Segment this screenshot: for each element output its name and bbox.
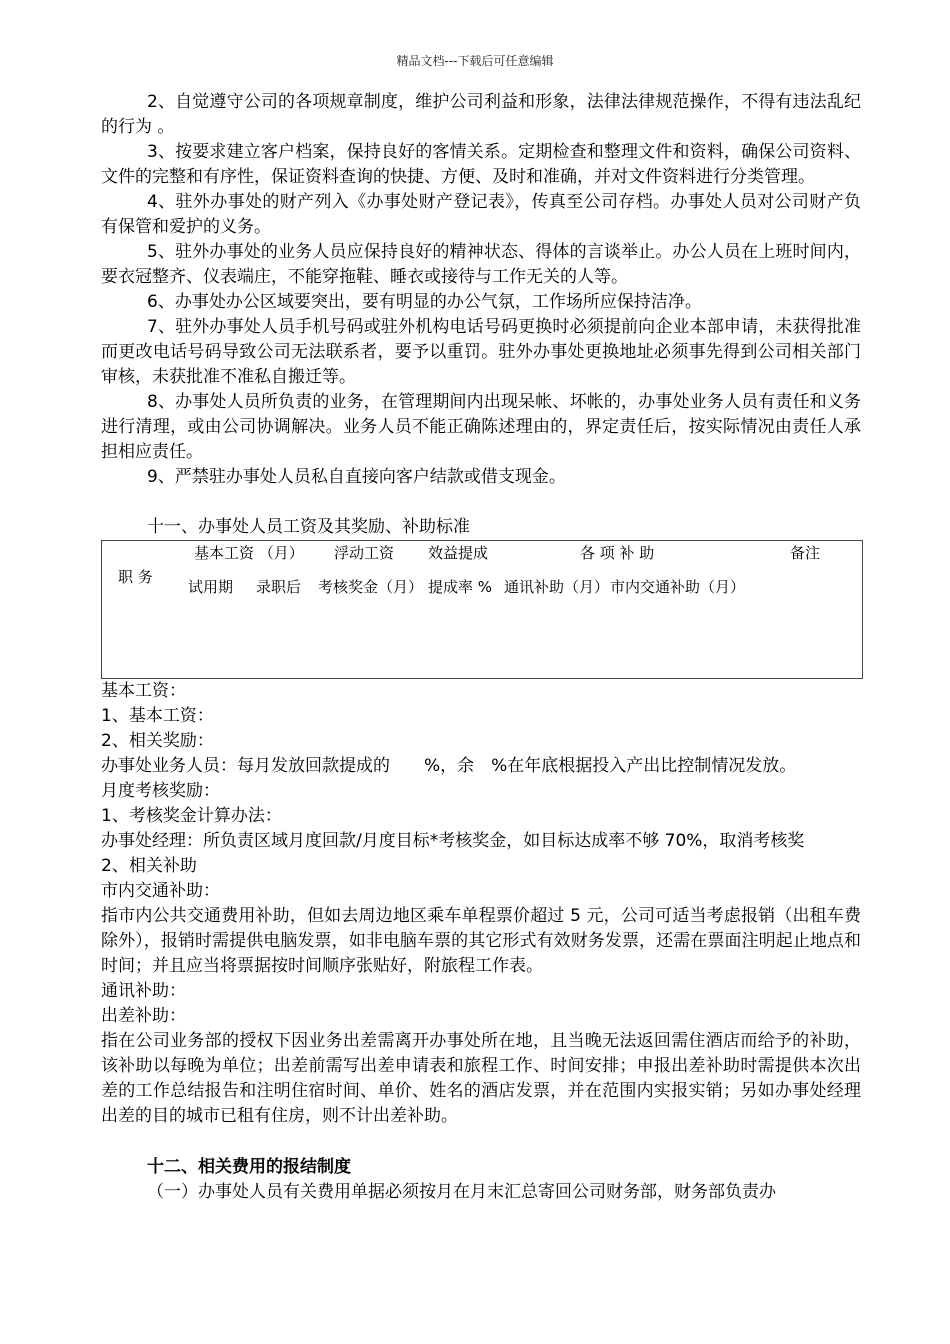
table-subheader-commission-rate: 提成率 % bbox=[428, 578, 493, 596]
rule-item-7: 7、驻外办事处人员手机号码或驻外机构电话号码更换时必须提前向企业本部申请，未获得批准而更改电话号码导致公司无法联系者，要予以重罚。驻外办事处更换地址必须事先得到公司相关部门审核，未获批准不准私自搬迁等。 bbox=[101, 317, 861, 387]
table-subheader-hired: 录职后 bbox=[256, 578, 302, 596]
page-header: 精品文档---下载后可任意编辑 bbox=[396, 54, 554, 68]
table-header-base-salary: 基本工资 （月） bbox=[194, 544, 304, 562]
body-line: 出差补助： bbox=[101, 1006, 186, 1026]
body-line: 基本工资： bbox=[101, 681, 186, 701]
body-line: 1、基本工资： bbox=[101, 706, 214, 726]
body-line: 办事处业务人员：每月发放回款提成的 %，余 %在年底根据投入产出比控制情况发放。 bbox=[101, 756, 797, 776]
rule-item-6: 6、办事处办公区域要突出，要有明显的办公气氛，工作场所应保持洁净。 bbox=[147, 292, 702, 312]
table-header-floating-salary: 浮动工资 bbox=[334, 544, 395, 562]
rule-item-8: 8、办事处人员所负责的业务，在管理期间内出现呆帐、坏帐的，办事处业务人员有责任和义务进行清理，或由公司协调解决。业务人员不能正确陈述理由的，界定责任后，按实际情况由责任人承担相应责任。 bbox=[101, 392, 861, 462]
table-header-allowances: 各 项 补 助 bbox=[580, 544, 655, 562]
section-11-title: 十一、办事处人员工资及其奖励、补助标准 bbox=[147, 517, 470, 537]
rule-item-5: 5、驻外办事处的业务人员应保持良好的精神状态、得体的言谈举止。办公人员在上班时间内，要衣冠整齐、仪表端庄，不能穿拖鞋、睡衣或接待与工作无关的人等。 bbox=[101, 242, 861, 287]
table-subheader-assessment-bonus: 考核奖金（月） bbox=[318, 578, 424, 596]
body-line: 月度考核奖励： bbox=[101, 781, 220, 801]
body-line: 2、相关补助 bbox=[101, 856, 197, 876]
rule-item-9: 9、严禁驻办事处人员私自直接向客户结款或借支现金。 bbox=[147, 467, 566, 487]
body-line: 通讯补助： bbox=[101, 981, 186, 1001]
table-subheader-probation: 试用期 bbox=[188, 578, 234, 596]
body-line: 指市内公共交通费用补助，但如去周边地区乘车单程票价超过 5 元，公司可适当考虑报销（出租车费除外），报销时需提供电脑发票，如非电脑车票的其它形式有效财务发票，还需在票面注明起止地点和时间；并且应当将票据按时间顺序张贴好，附旅程工作表。 bbox=[101, 906, 861, 976]
section-12-item-1: （一）办事处人员有关费用单据必须按月在月末汇总寄回公司财务部，财务部负责办 bbox=[147, 1182, 776, 1202]
body-line: 办事处经理：所负责区域月度回款/月度目标*考核奖金，如目标达成率不够 70%，取消考核奖 bbox=[101, 831, 805, 851]
rule-item-4: 4、驻外办事处的财产列入《办事处财产登记表》，传真至公司存档。办事处人员对公司财产负有保管和爱护的义务。 bbox=[101, 192, 861, 237]
section-12-title: 十二、相关费用的报结制度 bbox=[147, 1157, 351, 1177]
salary-table bbox=[101, 540, 863, 679]
table-subheader-comm-allowance: 通讯补助（月） bbox=[504, 578, 610, 596]
table-header-remarks: 备注 bbox=[790, 544, 821, 562]
body-line: 1、考核奖金计算办法： bbox=[101, 806, 282, 826]
body-line: 市内交通补助： bbox=[101, 881, 220, 901]
body-line: 2、相关奖励： bbox=[101, 731, 214, 751]
body-line: 指在公司业务部的授权下因业务出差需离开办事处所在地，且当晚无法返回需住酒店而给予的补助，该补助以每晚为单位；出差前需写出差申请表和旅程工作、时间安排；申报出差补助时需提供本次出差的工作总结报告和注明住宿时间、单价、姓名的酒店发票，并在范围内实报实销；另如办事处经理出差的目的城市已租有住房，则不计出差补助。 bbox=[101, 1031, 861, 1126]
table-header-role: 职 务 bbox=[118, 568, 153, 586]
document-body bbox=[101, 90, 861, 1205]
rule-item-2: 2、自觉遵守公司的各项规章制度，维护公司利益和形象，法律法律规范操作，不得有违法乱纪的行为 。 bbox=[101, 92, 861, 137]
rule-item-3: 3、按要求建立客户档案，保持良好的客情关系。定期检查和整理文件和资料，确保公司资料、文件的完整和有序性，保证资料查询的快捷、方便、及时和准确，并对文件资料进行分类管理。 bbox=[101, 142, 861, 187]
table-header-performance: 效益提成 bbox=[428, 544, 489, 562]
table-subheader-transport-allowance: 市内交通补助（月） bbox=[610, 578, 746, 596]
